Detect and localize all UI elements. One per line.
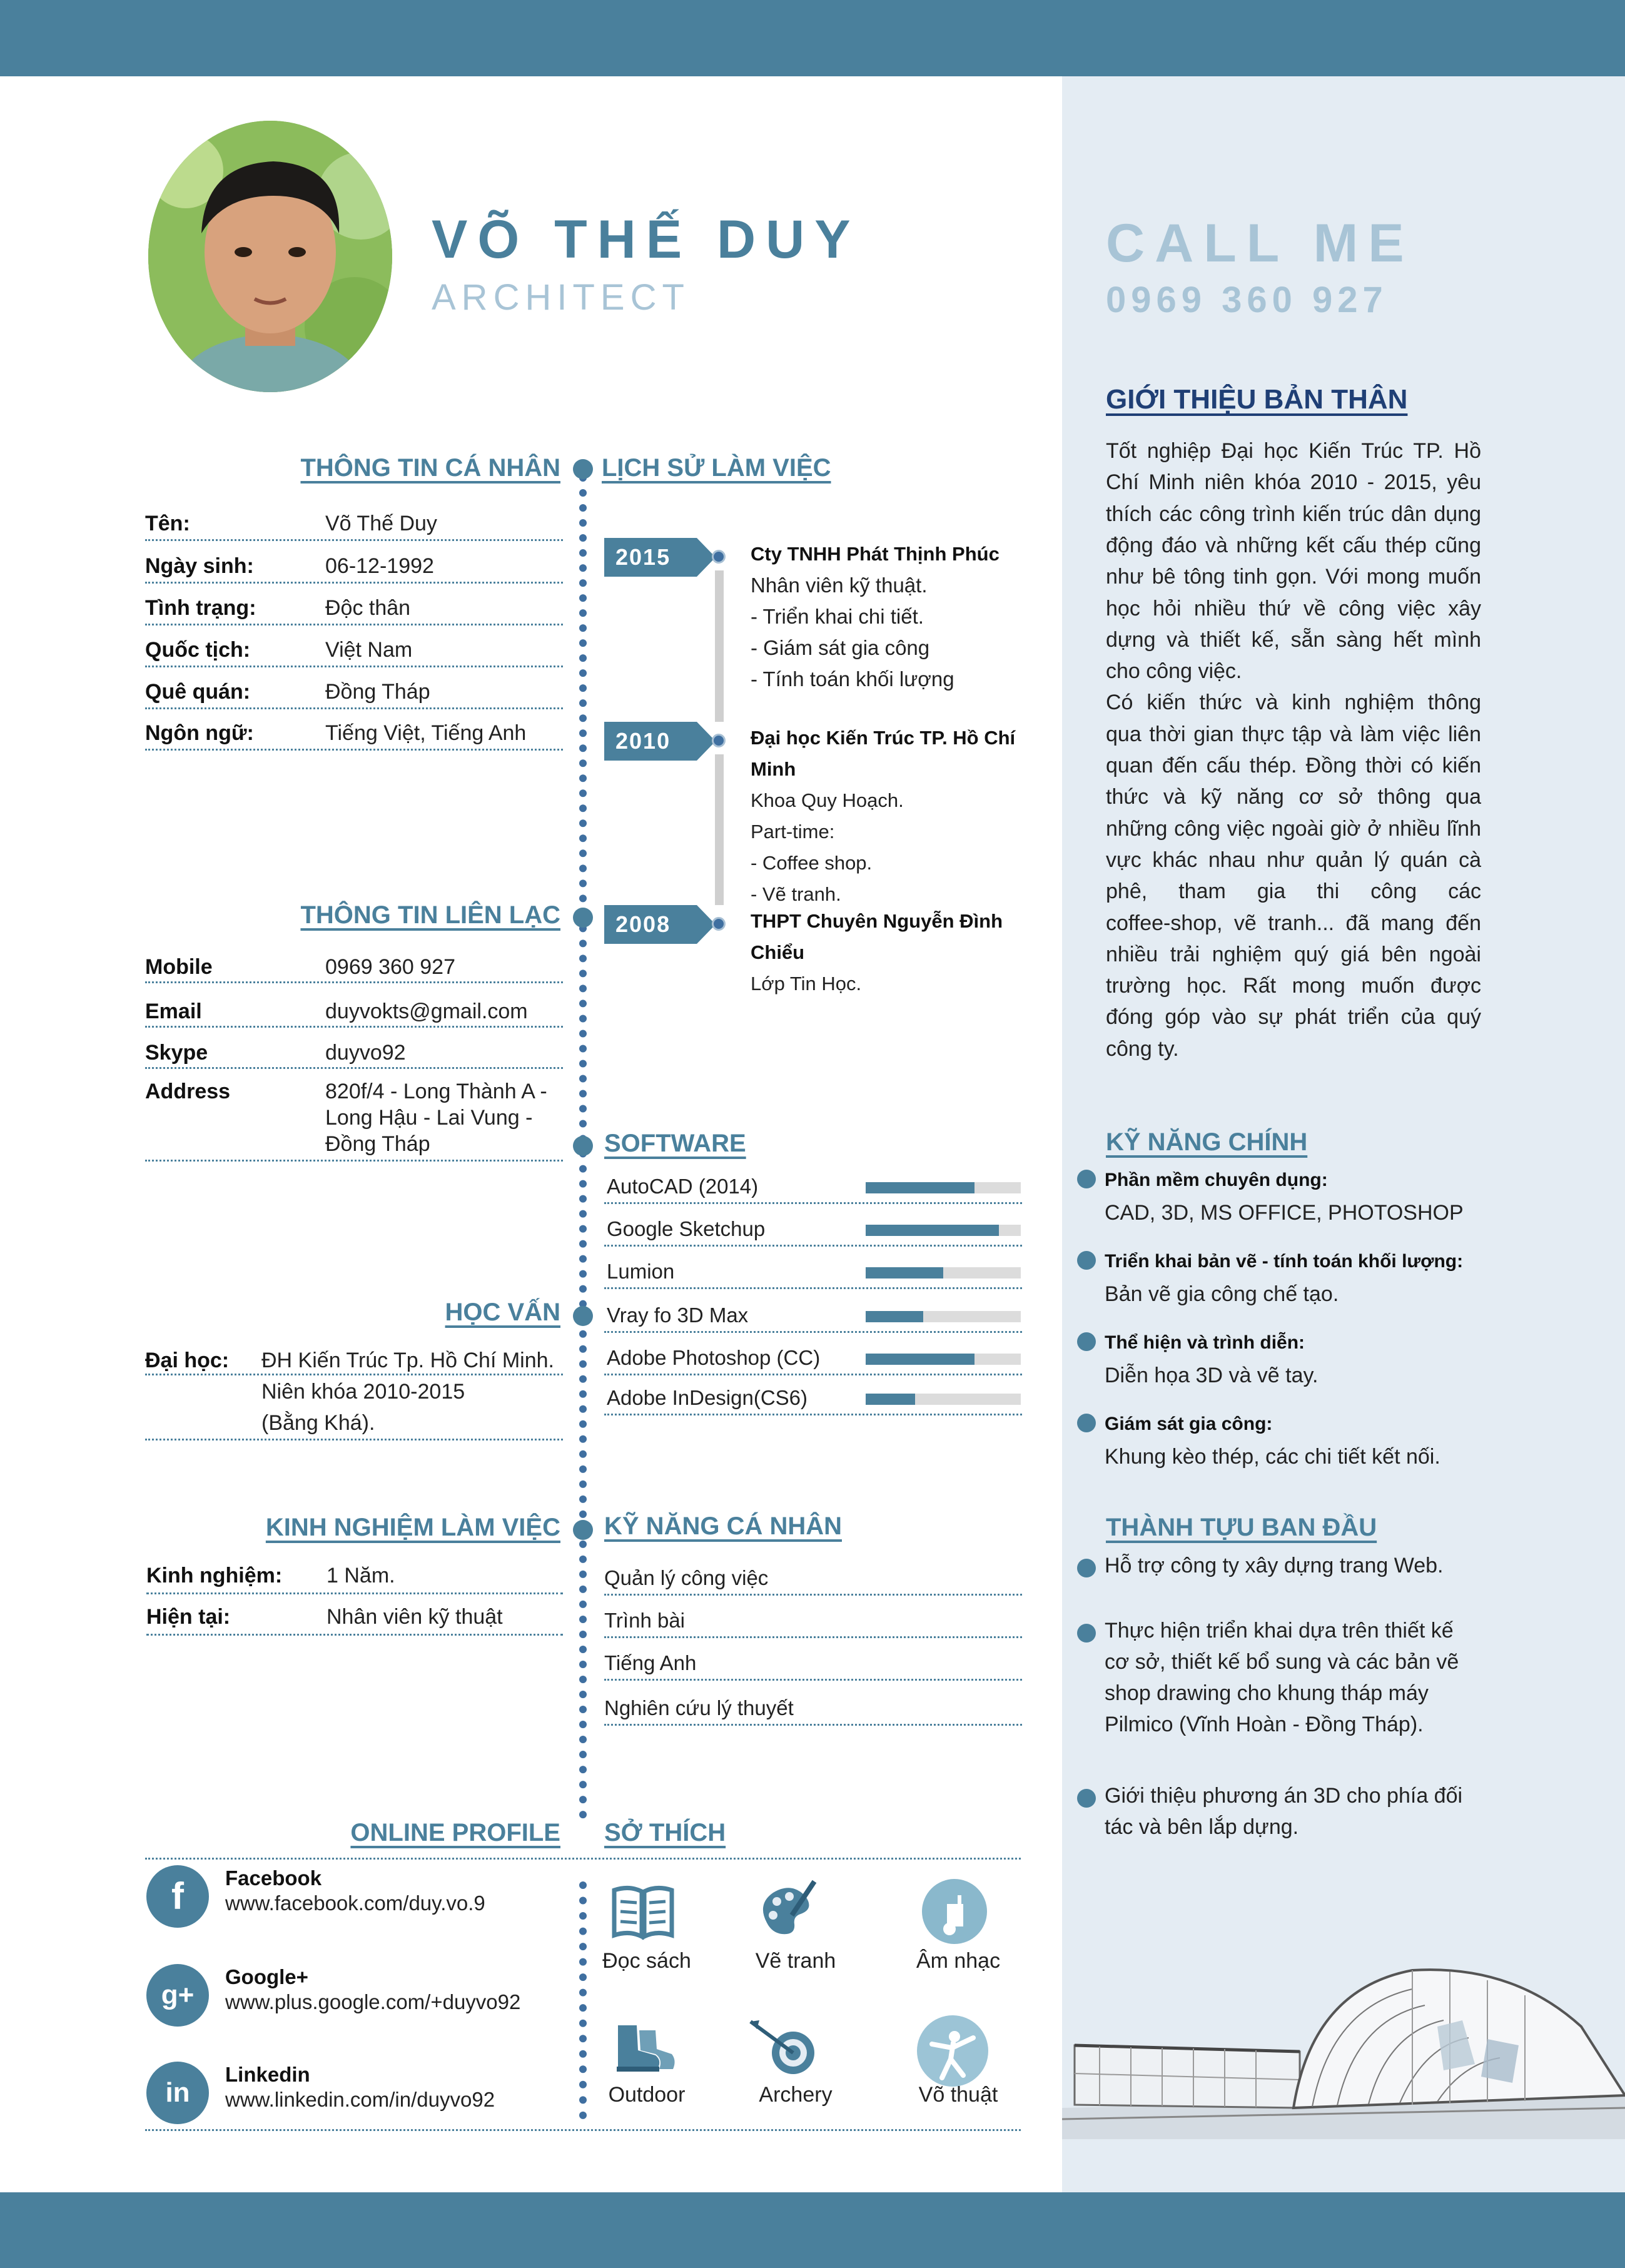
- divider: [604, 1331, 1022, 1333]
- entry-title: Minh: [751, 758, 796, 780]
- education-line: Niên khóa 2010-2015: [261, 1380, 465, 1404]
- timeline-dot: [712, 550, 726, 564]
- martial-arts-icon: [917, 2015, 988, 2087]
- software-name: Adobe Photoshop (CC): [607, 1346, 821, 1369]
- skill-bar-fill: [866, 1182, 974, 1193]
- divider: [145, 624, 563, 625]
- spine-node: [573, 908, 593, 928]
- intro-line: Có kiến thức và kinh nghiệm thông: [1106, 691, 1481, 715]
- personal-skills-heading: KỸ NĂNG CÁ NHÂN: [604, 1512, 842, 1540]
- divider: [145, 1026, 563, 1028]
- avatar: [148, 121, 392, 392]
- bullet: [1077, 1789, 1096, 1808]
- experience-label: Kinh nghiệm:: [146, 1564, 283, 1587]
- info-label: Tình trạng:: [145, 596, 256, 620]
- skill-bar: [866, 1394, 1021, 1405]
- divider: [145, 1439, 563, 1440]
- divider: [146, 1634, 563, 1636]
- skill-bar: [866, 1311, 1021, 1322]
- history-heading: LỊCH SỬ LÀM VIỆC: [602, 454, 831, 482]
- divider: [604, 1287, 1022, 1289]
- divider: [145, 2129, 1021, 2131]
- info-value: Việt Nam: [325, 638, 413, 662]
- bullet: [1077, 1332, 1096, 1351]
- divider: [145, 1160, 563, 1162]
- education-heading: HỌC VẤN: [445, 1299, 560, 1326]
- divider: [145, 1374, 563, 1375]
- building-sketch: [1062, 1952, 1625, 2139]
- address-line: 820f/4 - Long Thành A -: [325, 1080, 547, 1103]
- intro-line: nhiều trải nghiệm quý giá bên ngoài: [1106, 942, 1481, 966]
- intro-line: vực khác nhau như quản lý quán cà: [1106, 848, 1481, 872]
- intro-line: đóng góp vào sự phát triển của quý: [1106, 1005, 1481, 1030]
- divider: [145, 539, 563, 541]
- divider: [145, 707, 563, 709]
- contact-label: Email: [145, 1000, 202, 1023]
- job-title: ARCHITECT: [432, 277, 690, 318]
- entry-line: - Triển khai chi tiết.: [751, 605, 924, 628]
- book-icon: [610, 1883, 676, 1945]
- achievement-line: Hỗ trợ công ty xây dựng trang Web.: [1105, 1554, 1444, 1577]
- timeline-dot: [712, 734, 726, 747]
- intro-line: thích các công trình kiến trúc dân dụng: [1106, 502, 1481, 526]
- entry-line: - Giám sát gia công: [751, 636, 930, 659]
- profile-link[interactable]: www.facebook.com/duy.vo.9: [225, 1891, 485, 1915]
- divider: [145, 666, 563, 667]
- intro-line: Chí Minh niên khóa 2010 - 2015, yêu: [1106, 470, 1481, 495]
- info-value: 06-12-1992: [325, 554, 434, 578]
- profile-name: Google+: [225, 1965, 308, 1988]
- skill-bar: [866, 1225, 1021, 1236]
- entry-title: Chiểu: [751, 941, 805, 963]
- palette-icon: [754, 1879, 817, 1945]
- divider: [145, 582, 563, 584]
- music-icon: [922, 1879, 987, 1944]
- spine-node: [573, 1306, 593, 1326]
- divider: [145, 1067, 563, 1069]
- target-icon: [748, 2017, 817, 2082]
- hobby-label: Âm nhạc: [916, 1949, 1001, 1973]
- intro-line: thức và kỹ năng cơ sở thông qua: [1106, 785, 1481, 809]
- intro-line: những công việc ngoài giờ ở nhiều lĩnh: [1106, 816, 1481, 841]
- divider: [604, 1594, 1022, 1596]
- info-value: Độc thân: [325, 596, 411, 620]
- full-name: VÕ THẾ DUY: [432, 210, 861, 270]
- skill-bar: [866, 1182, 1021, 1193]
- intro-heading: GIỚI THIỆU BẢN THÂN: [1106, 384, 1408, 415]
- bullet: [1077, 1559, 1096, 1577]
- achievement-line: Pilmico (Vĩnh Hoàn - Đồng Tháp).: [1105, 1713, 1424, 1736]
- main-skills-heading: KỸ NĂNG CHÍNH: [1106, 1128, 1308, 1156]
- experience-label: Hiện tại:: [146, 1605, 231, 1629]
- profile-name: Facebook: [225, 1866, 322, 1890]
- skill-detail: Bản vẽ gia công chế tạo.: [1105, 1282, 1339, 1306]
- year-badge: 2010: [604, 722, 697, 761]
- skill-bar: [866, 1267, 1021, 1278]
- year-badge: 2015: [604, 538, 697, 577]
- spine-node: [573, 1520, 593, 1540]
- intro-line: cho công việc.: [1106, 659, 1242, 684]
- education-label: Đại học:: [145, 1349, 230, 1372]
- info-label: Tên:: [145, 512, 190, 535]
- experience-value: Nhân viên kỹ thuật: [327, 1605, 503, 1629]
- personal-heading: THÔNG TIN CÁ NHÂN: [300, 454, 560, 482]
- facebook-icon[interactable]: f: [146, 1865, 209, 1928]
- skill-title: Giám sát gia công:: [1105, 1414, 1273, 1434]
- hobby-label: Archery: [759, 2083, 833, 2107]
- divider: [145, 749, 563, 751]
- software-name: Lumion: [607, 1260, 675, 1283]
- entry-line: Part-time:: [751, 821, 835, 843]
- contact-heading: THÔNG TIN LIÊN LẠC: [300, 901, 560, 929]
- online-heading: ONLINE PROFILE: [350, 1819, 560, 1846]
- experience-value: 1 Năm.: [327, 1564, 395, 1587]
- info-label: Quê quán:: [145, 680, 251, 704]
- entry-title: Đại học Kiến Trúc TP. Hồ Chí: [751, 727, 1016, 749]
- personal-skill: Quản lý công việc: [604, 1566, 769, 1589]
- hobby-label: Đọc sách: [602, 1949, 691, 1973]
- entry-line: - Coffee shop.: [751, 852, 873, 874]
- achievement-line: Giới thiệu phương án 3D cho phía đối: [1105, 1784, 1463, 1808]
- skill-bar: [866, 1354, 1021, 1365]
- personal-skill: Tiếng Anh: [604, 1651, 697, 1674]
- top-banner: [0, 0, 1625, 76]
- divider: [145, 1858, 1021, 1860]
- divider: [146, 1592, 563, 1594]
- bullet: [1077, 1414, 1096, 1432]
- software-heading: SOFTWARE: [604, 1130, 746, 1157]
- profile-name: Linkedin: [225, 2063, 310, 2086]
- skill-title: Phần mềm chuyên dụng:: [1105, 1170, 1328, 1190]
- software-name: Vray fo 3D Max: [607, 1304, 749, 1327]
- divider: [604, 1414, 1022, 1415]
- skill-bar-fill: [866, 1311, 923, 1322]
- bottom-banner: [0, 2192, 1625, 2268]
- spine-node: [573, 1136, 593, 1156]
- entry-title: Cty TNHH Phát Thịnh Phúc: [751, 543, 1000, 565]
- skill-title: Thể hiện và trình diễn:: [1105, 1332, 1305, 1353]
- skill-bar-fill: [866, 1225, 999, 1236]
- achievements-heading: THÀNH TỰU BAN ĐẦU: [1106, 1514, 1377, 1541]
- skill-bar-fill: [866, 1394, 915, 1405]
- intro-line: dựng và thiết kế, sẵn sàng hết mình: [1106, 627, 1481, 652]
- achievement-line: tác và bên lắp dựng.: [1105, 1815, 1299, 1839]
- intro-line: coffee-shop, vẽ tranh... đã mang đến: [1106, 911, 1481, 935]
- contact-value[interactable]: duyvo92: [325, 1041, 406, 1065]
- intro-line: quan đến cấu thép. Đồng thời có kiến: [1106, 754, 1481, 777]
- bullet: [1077, 1624, 1096, 1643]
- spine-node: [573, 459, 593, 479]
- info-value: Đồng Tháp: [325, 680, 430, 704]
- intro-line: như bê tông tinh gọn. Với mong muốn: [1106, 565, 1481, 589]
- software-name: Adobe InDesign(CS6): [607, 1386, 808, 1409]
- timeline-bar: [715, 570, 724, 722]
- contact-label: Address: [145, 1080, 231, 1103]
- divider: [604, 1245, 1022, 1247]
- achievement-line: shop drawing cho khung tháp máy: [1105, 1681, 1429, 1705]
- divider: [604, 1202, 1022, 1204]
- intro-line: phê, tham gia thi công các: [1106, 879, 1481, 904]
- entry-line: Lớp Tin Học.: [751, 973, 862, 995]
- intro-line: học hỏi nhiều thứ về công việc xây: [1106, 596, 1481, 620]
- info-label: Ngôn ngữ:: [145, 721, 254, 745]
- divider: [145, 981, 563, 983]
- call-me-label: CALL ME: [1106, 213, 1414, 273]
- info-value: Võ Thế Duy: [325, 512, 437, 535]
- personal-skill: Trình bài: [604, 1609, 686, 1632]
- call-me-phone[interactable]: 0969 360 927: [1106, 280, 1388, 320]
- divider: [604, 1724, 1022, 1726]
- skill-bar-fill: [866, 1354, 974, 1365]
- education-line: ĐH Kiến Trúc Tp. Hồ Chí Minh.: [261, 1349, 554, 1372]
- hobbies-heading: SỞ THÍCH: [604, 1819, 726, 1846]
- bullet: [1077, 1251, 1096, 1270]
- skill-title: Triển khai bản vẽ - tính toán khối lượng:: [1105, 1251, 1464, 1272]
- contact-label: Skype: [145, 1041, 208, 1065]
- achievement-line: Thực hiện triển khai dựa trên thiết kế: [1105, 1619, 1454, 1643]
- entry-line: - Tính toán khối lượng: [751, 667, 954, 691]
- timeline-bar: [715, 754, 724, 905]
- address-line: Đồng Tháp: [325, 1132, 430, 1156]
- hobby-label: Outdoor: [608, 2083, 686, 2107]
- education-line: (Bằng Khá).: [261, 1411, 375, 1435]
- year-badge: 2008: [604, 905, 697, 944]
- personal-skill: Nghiên cứu lý thuyết: [604, 1696, 794, 1719]
- hobby-label: Vẽ tranh: [755, 1949, 836, 1973]
- entry-line: - Vẽ tranh.: [751, 883, 841, 905]
- divider: [604, 1636, 1022, 1638]
- profile-link[interactable]: www.linkedin.com/in/duyvo92: [225, 2088, 495, 2111]
- skill-detail: Khung kèo thép, các chi tiết kết nối.: [1105, 1445, 1440, 1469]
- entry-title: THPT Chuyên Nguyễn Đình: [751, 910, 1003, 932]
- info-value: Tiếng Việt, Tiếng Anh: [325, 721, 527, 745]
- hobby-label: Võ thuật: [918, 2083, 998, 2107]
- entry-line: Khoa Quy Hoạch.: [751, 789, 904, 811]
- skill-bar-fill: [866, 1267, 943, 1278]
- intro-line: qua thời gian thực tập và làm việc liên: [1106, 722, 1481, 746]
- google+-icon[interactable]: g+: [146, 1964, 209, 2027]
- contact-value[interactable]: duyvokts@gmail.com: [325, 1000, 528, 1023]
- info-label: Ngày sinh:: [145, 554, 254, 578]
- experience-heading: KINH NGHIỆM LÀM VIỆC: [265, 1514, 560, 1541]
- info-label: Quốc tịch:: [145, 638, 251, 662]
- linkedin-icon[interactable]: in: [146, 2062, 209, 2124]
- software-name: AutoCAD (2014): [607, 1175, 759, 1198]
- profile-link[interactable]: www.plus.google.com/+duyvo92: [225, 1990, 521, 2013]
- achievement-line: cơ sở, thiết kế bổ sung và các bản vẽ: [1105, 1650, 1459, 1674]
- contact-label: Mobile: [145, 955, 213, 979]
- entry-line: Nhân viên kỹ thuật.: [751, 574, 928, 597]
- divider: [604, 1679, 1022, 1681]
- address-line: Long Hậu - Lai Vung -: [325, 1106, 533, 1130]
- contact-value[interactable]: 0969 360 927: [325, 955, 455, 979]
- intro-line: động đáo và những kết cấu thép cũng: [1106, 533, 1481, 557]
- divider: [604, 1374, 1022, 1375]
- skill-detail: Diễn họa 3D và vẽ tay.: [1105, 1364, 1319, 1387]
- timeline-dot: [712, 917, 726, 931]
- bullet: [1077, 1170, 1096, 1188]
- skill-detail: CAD, 3D, MS OFFICE, PHOTOSHOP: [1105, 1201, 1464, 1225]
- boots-icon: [612, 2019, 677, 2078]
- intro-line: công ty.: [1106, 1036, 1179, 1061]
- software-name: Google Sketchup: [607, 1217, 766, 1240]
- intro-line: Tốt nghiệp Đại học Kiến Trúc TP. Hồ: [1106, 439, 1481, 463]
- intro-line: trường học. Rất mong muốn được: [1106, 974, 1481, 998]
